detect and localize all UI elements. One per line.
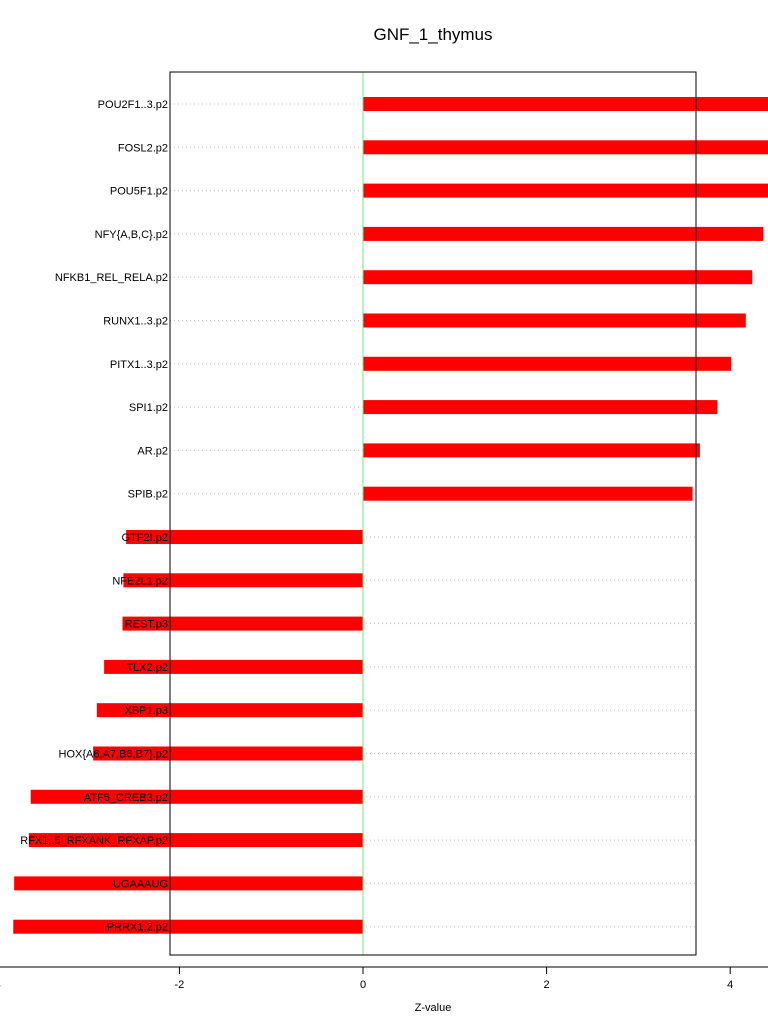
bar xyxy=(363,314,746,328)
category-label: POU2F1..3.p2 xyxy=(97,99,168,111)
bars xyxy=(13,97,768,934)
x-axis xyxy=(0,967,768,991)
bar xyxy=(363,357,731,371)
category-label: UGAAAUG xyxy=(112,878,168,891)
category-label: XBP1.p3 xyxy=(124,705,168,718)
category-label: POU5F1.p2 xyxy=(109,185,168,198)
category-label: NFE2L1.p2 xyxy=(112,575,168,588)
category-label: REST.p3 xyxy=(124,618,168,631)
bar xyxy=(363,184,768,198)
category-label: RUNX1..3.p2 xyxy=(103,315,168,328)
category-label: ATF5_CREB3.p2 xyxy=(83,791,168,804)
chart-title: GNF_1_thymus xyxy=(373,25,493,44)
category-label: PRRX1,2.p2 xyxy=(106,921,168,934)
bar xyxy=(363,487,693,501)
x-tick-label xyxy=(0,979,1,991)
bar xyxy=(363,400,717,414)
bar xyxy=(363,227,763,241)
x-axis-label: Z-value xyxy=(414,1002,452,1014)
x-tick-label: 2 xyxy=(543,979,550,991)
x-tick-label: 0 xyxy=(359,979,367,991)
category-label: PITX1..3.p2 xyxy=(109,358,168,371)
bar xyxy=(363,443,700,457)
category-label: NFKB1_REL_RELA.p2 xyxy=(54,272,168,285)
category-label: HOX{A6,A7,B6,B7}.p2 xyxy=(58,748,168,761)
category-labels xyxy=(20,99,168,934)
bar xyxy=(363,270,752,284)
category-label: GTF2I.p2 xyxy=(121,532,168,544)
category-label: TLX2.p2 xyxy=(126,661,168,674)
category-label: FOSL2.p2 xyxy=(117,142,168,155)
bar xyxy=(363,140,768,154)
x-tick-label: -2 xyxy=(174,979,185,991)
category-label: SPIB.p2 xyxy=(127,488,168,501)
bar xyxy=(14,876,363,890)
plot-frame xyxy=(170,72,696,955)
category-label: SPI1.p2 xyxy=(128,402,168,415)
category-label: RFX1..5_RFXANK_RFXAP.p2 xyxy=(20,835,168,848)
bar xyxy=(13,920,363,934)
bar xyxy=(363,97,768,111)
bar xyxy=(31,790,363,804)
category-label: AR.p2 xyxy=(137,445,168,458)
x-tick-label: 4 xyxy=(727,979,734,991)
category-label: NFY{A,B,C}.p2 xyxy=(94,228,168,241)
